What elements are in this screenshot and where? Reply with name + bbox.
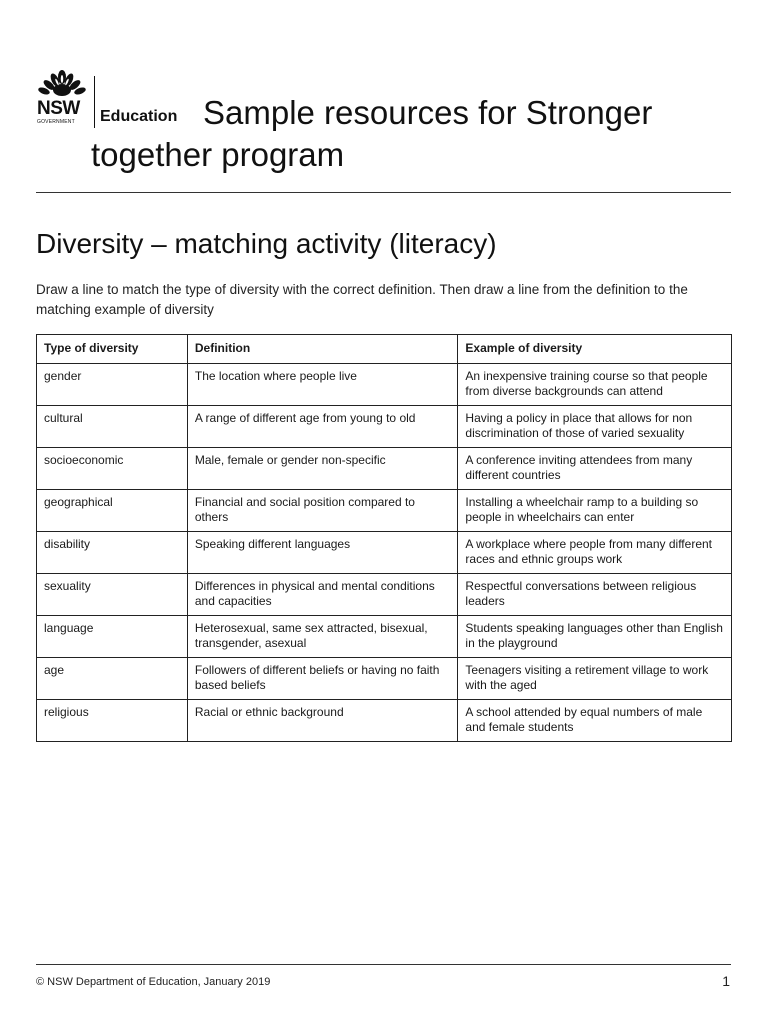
footer-copyright: © NSW Department of Education, January 2019: [36, 976, 271, 988]
column-header-type: Type of diversity: [37, 335, 188, 364]
cell-example: A workplace where people from many different races and ethnic groups work: [458, 531, 732, 573]
table-row: [37, 489, 732, 531]
cell-example: An inexpensive training course so that people from diverse backgrounds can attend: [458, 363, 732, 405]
document-title: Sample resources for Stronger together program: [91, 94, 653, 173]
header-divider: [36, 192, 731, 193]
cell-definition: A range of different age from young to old: [187, 405, 458, 447]
cell-type: gender: [37, 363, 188, 405]
cell-type: religious: [37, 699, 188, 741]
cell-definition: Racial or ethnic background: [187, 699, 458, 741]
cell-type: sexuality: [37, 573, 188, 615]
cell-definition: Heterosexual, same sex attracted, bisexual, transgender, asexual: [187, 615, 458, 657]
cell-definition: Followers of different beliefs or having no faith based beliefs: [187, 657, 458, 699]
cell-example: Installing a wheelchair ramp to a building so people in wheelchairs can enter: [458, 489, 732, 531]
cell-type: socioeconomic: [37, 447, 188, 489]
cell-example: Teenagers visiting a retirement village to work with the aged: [458, 657, 732, 699]
cell-definition: Speaking different languages: [187, 531, 458, 573]
cell-definition: The location where people live: [187, 363, 458, 405]
cell-type: disability: [37, 531, 188, 573]
activity-heading: Diversity – matching activity (literacy): [36, 228, 497, 259]
cell-type: cultural: [37, 405, 188, 447]
footer-divider: [36, 964, 731, 965]
logo-nsw-text: NSW: [37, 98, 80, 119]
cell-type: language: [37, 615, 188, 657]
cell-type: age: [37, 657, 188, 699]
logo-government-text: GOVERNMENT: [37, 119, 75, 125]
activity-instructions: Draw a line to match the type of diversity with the correct definition. Then draw a line from the definition to the matching example of diversity: [36, 282, 688, 317]
cell-definition: Differences in physical and mental conditions and capacities: [187, 573, 458, 615]
table-row: [37, 573, 732, 615]
logo-education-text: Education: [100, 108, 178, 125]
column-header-definition: Definition: [187, 335, 458, 364]
table-header-row: [37, 335, 732, 364]
cell-type: geographical: [37, 489, 188, 531]
nsw-waratah-logo: [36, 70, 92, 128]
cell-example: Having a policy in place that allows for non discrimination of those of varied sexuality: [458, 405, 732, 447]
waratah-icon: [36, 70, 88, 98]
column-header-example: Example of diversity: [458, 335, 732, 364]
table-row: [37, 531, 732, 573]
cell-example: A conference inviting attendees from many different countries: [458, 447, 732, 489]
table-row: [37, 657, 732, 699]
page-number: 1: [722, 973, 730, 989]
table-row: [37, 699, 732, 741]
table-row: [37, 447, 732, 489]
table-row: [37, 405, 732, 447]
cell-example: A school attended by equal numbers of male and female students: [458, 699, 732, 741]
table-row: [37, 363, 732, 405]
matching-table: [36, 334, 732, 742]
cell-example: Respectful conversations between religious leaders: [458, 573, 732, 615]
cell-example: Students speaking languages other than English in the playground: [458, 615, 732, 657]
cell-definition: Male, female or gender non-specific: [187, 447, 458, 489]
table-row: [37, 615, 732, 657]
cell-definition: Financial and social position compared to others: [187, 489, 458, 531]
